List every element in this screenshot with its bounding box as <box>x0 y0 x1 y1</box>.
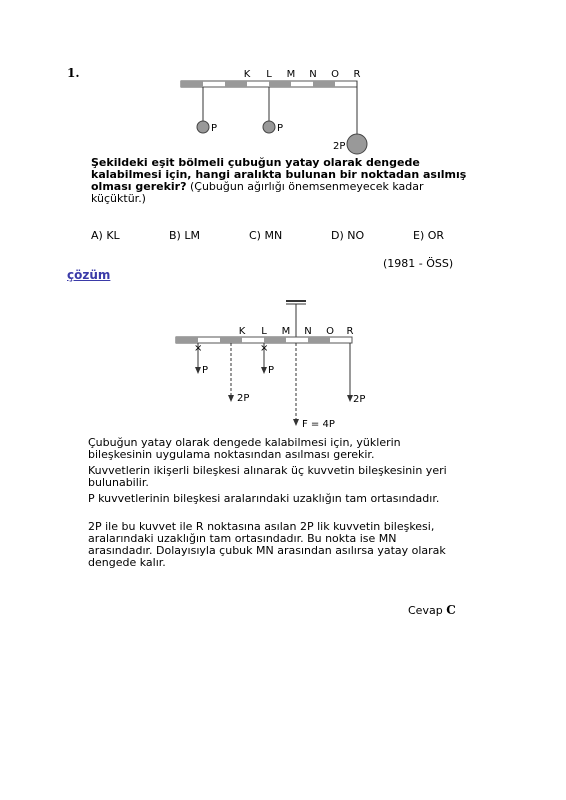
sol-point-label-k: K <box>238 326 246 337</box>
solution-paragraph-3: P kuvvetlerinin bileşkesi aralarındaki uzaklığın tam ortasındadır. <box>88 492 440 505</box>
sol-point-label-r: R <box>346 326 354 337</box>
point-label-k: K <box>243 69 251 80</box>
question-note: (Çubuğun ağırlığı önemsenmeyecek kadar küçüktür.) <box>91 180 424 205</box>
sol-point-label-n: N <box>304 326 312 337</box>
weight-right-label: 2P <box>333 141 346 152</box>
solution-figure <box>170 297 370 435</box>
weight-left <box>197 121 209 133</box>
question-number: 1. <box>67 66 80 80</box>
solution-link[interactable] <box>67 268 110 282</box>
point-label-o: O <box>331 69 339 80</box>
solution-paragraph-1: Çubuğun yatay olarak dengede kalabilmesi için, yüklerin bileşkesinin uygulama noktasından asılması gerekir. <box>88 436 401 461</box>
question-figure <box>175 64 375 164</box>
answer <box>408 603 456 617</box>
resultant-2p-label: 2P <box>237 393 250 404</box>
point-label-n: N <box>309 69 317 80</box>
option-d[interactable]: D) NO <box>331 229 365 242</box>
weight-middle <box>263 121 275 133</box>
sol-point-label-l: L <box>261 326 267 337</box>
point-label-r: R <box>353 69 361 80</box>
resultant-4p-label: F = 4P <box>302 419 335 430</box>
weight-right <box>347 134 367 154</box>
answer-letter: C <box>446 603 456 617</box>
question-main-text: Şekildeki eşit bölmeli çubuğun yatay olarak dengede kalabilmesi için, hangi aralıkta bulunan bir noktadan asılmış olması gerekir? <box>91 156 467 193</box>
sol-point-label-m: M <box>281 326 291 337</box>
option-a[interactable]: A) KL <box>91 229 120 242</box>
point-label-l: L <box>266 69 272 80</box>
sol-point-label-o: O <box>326 326 334 337</box>
rod <box>181 81 357 87</box>
force-p-left-label: P <box>202 365 209 376</box>
solution-link-label: çözüm <box>67 268 111 282</box>
option-c[interactable]: C) MN <box>249 229 283 242</box>
option-e[interactable]: E) OR <box>413 229 445 242</box>
weight-left-label: P <box>211 123 218 134</box>
cross-mark-middle: × <box>260 343 269 354</box>
solution-paragraph-2: Kuvvetlerin ikişerli bileşkesi alınarak üç kuvvetin bileşkesinin yeri bulunabilir. <box>88 464 447 489</box>
option-b[interactable]: B) LM <box>169 229 200 242</box>
force-2p-right-label: 2P <box>353 394 366 405</box>
cross-mark-left: × <box>194 343 203 354</box>
point-label-m: M <box>286 69 296 80</box>
question-text <box>91 157 471 205</box>
force-p-middle-label: P <box>268 365 275 376</box>
question-source: (1981 - ÖSS) <box>383 257 454 270</box>
weight-middle-label: P <box>277 123 284 134</box>
answer-label: Cevap <box>408 604 443 617</box>
solution-paragraph-4: 2P ile bu kuvvet ile R noktasına asılan 2P lik kuvvetin bileşkesi, aralarındaki uzaklığın tam ortasındadır. Bu nokta ise MN arasındadır. Dolayısıyla çubuk MN arasından asılırsa yatay olarak dengede kalır. <box>88 520 446 569</box>
